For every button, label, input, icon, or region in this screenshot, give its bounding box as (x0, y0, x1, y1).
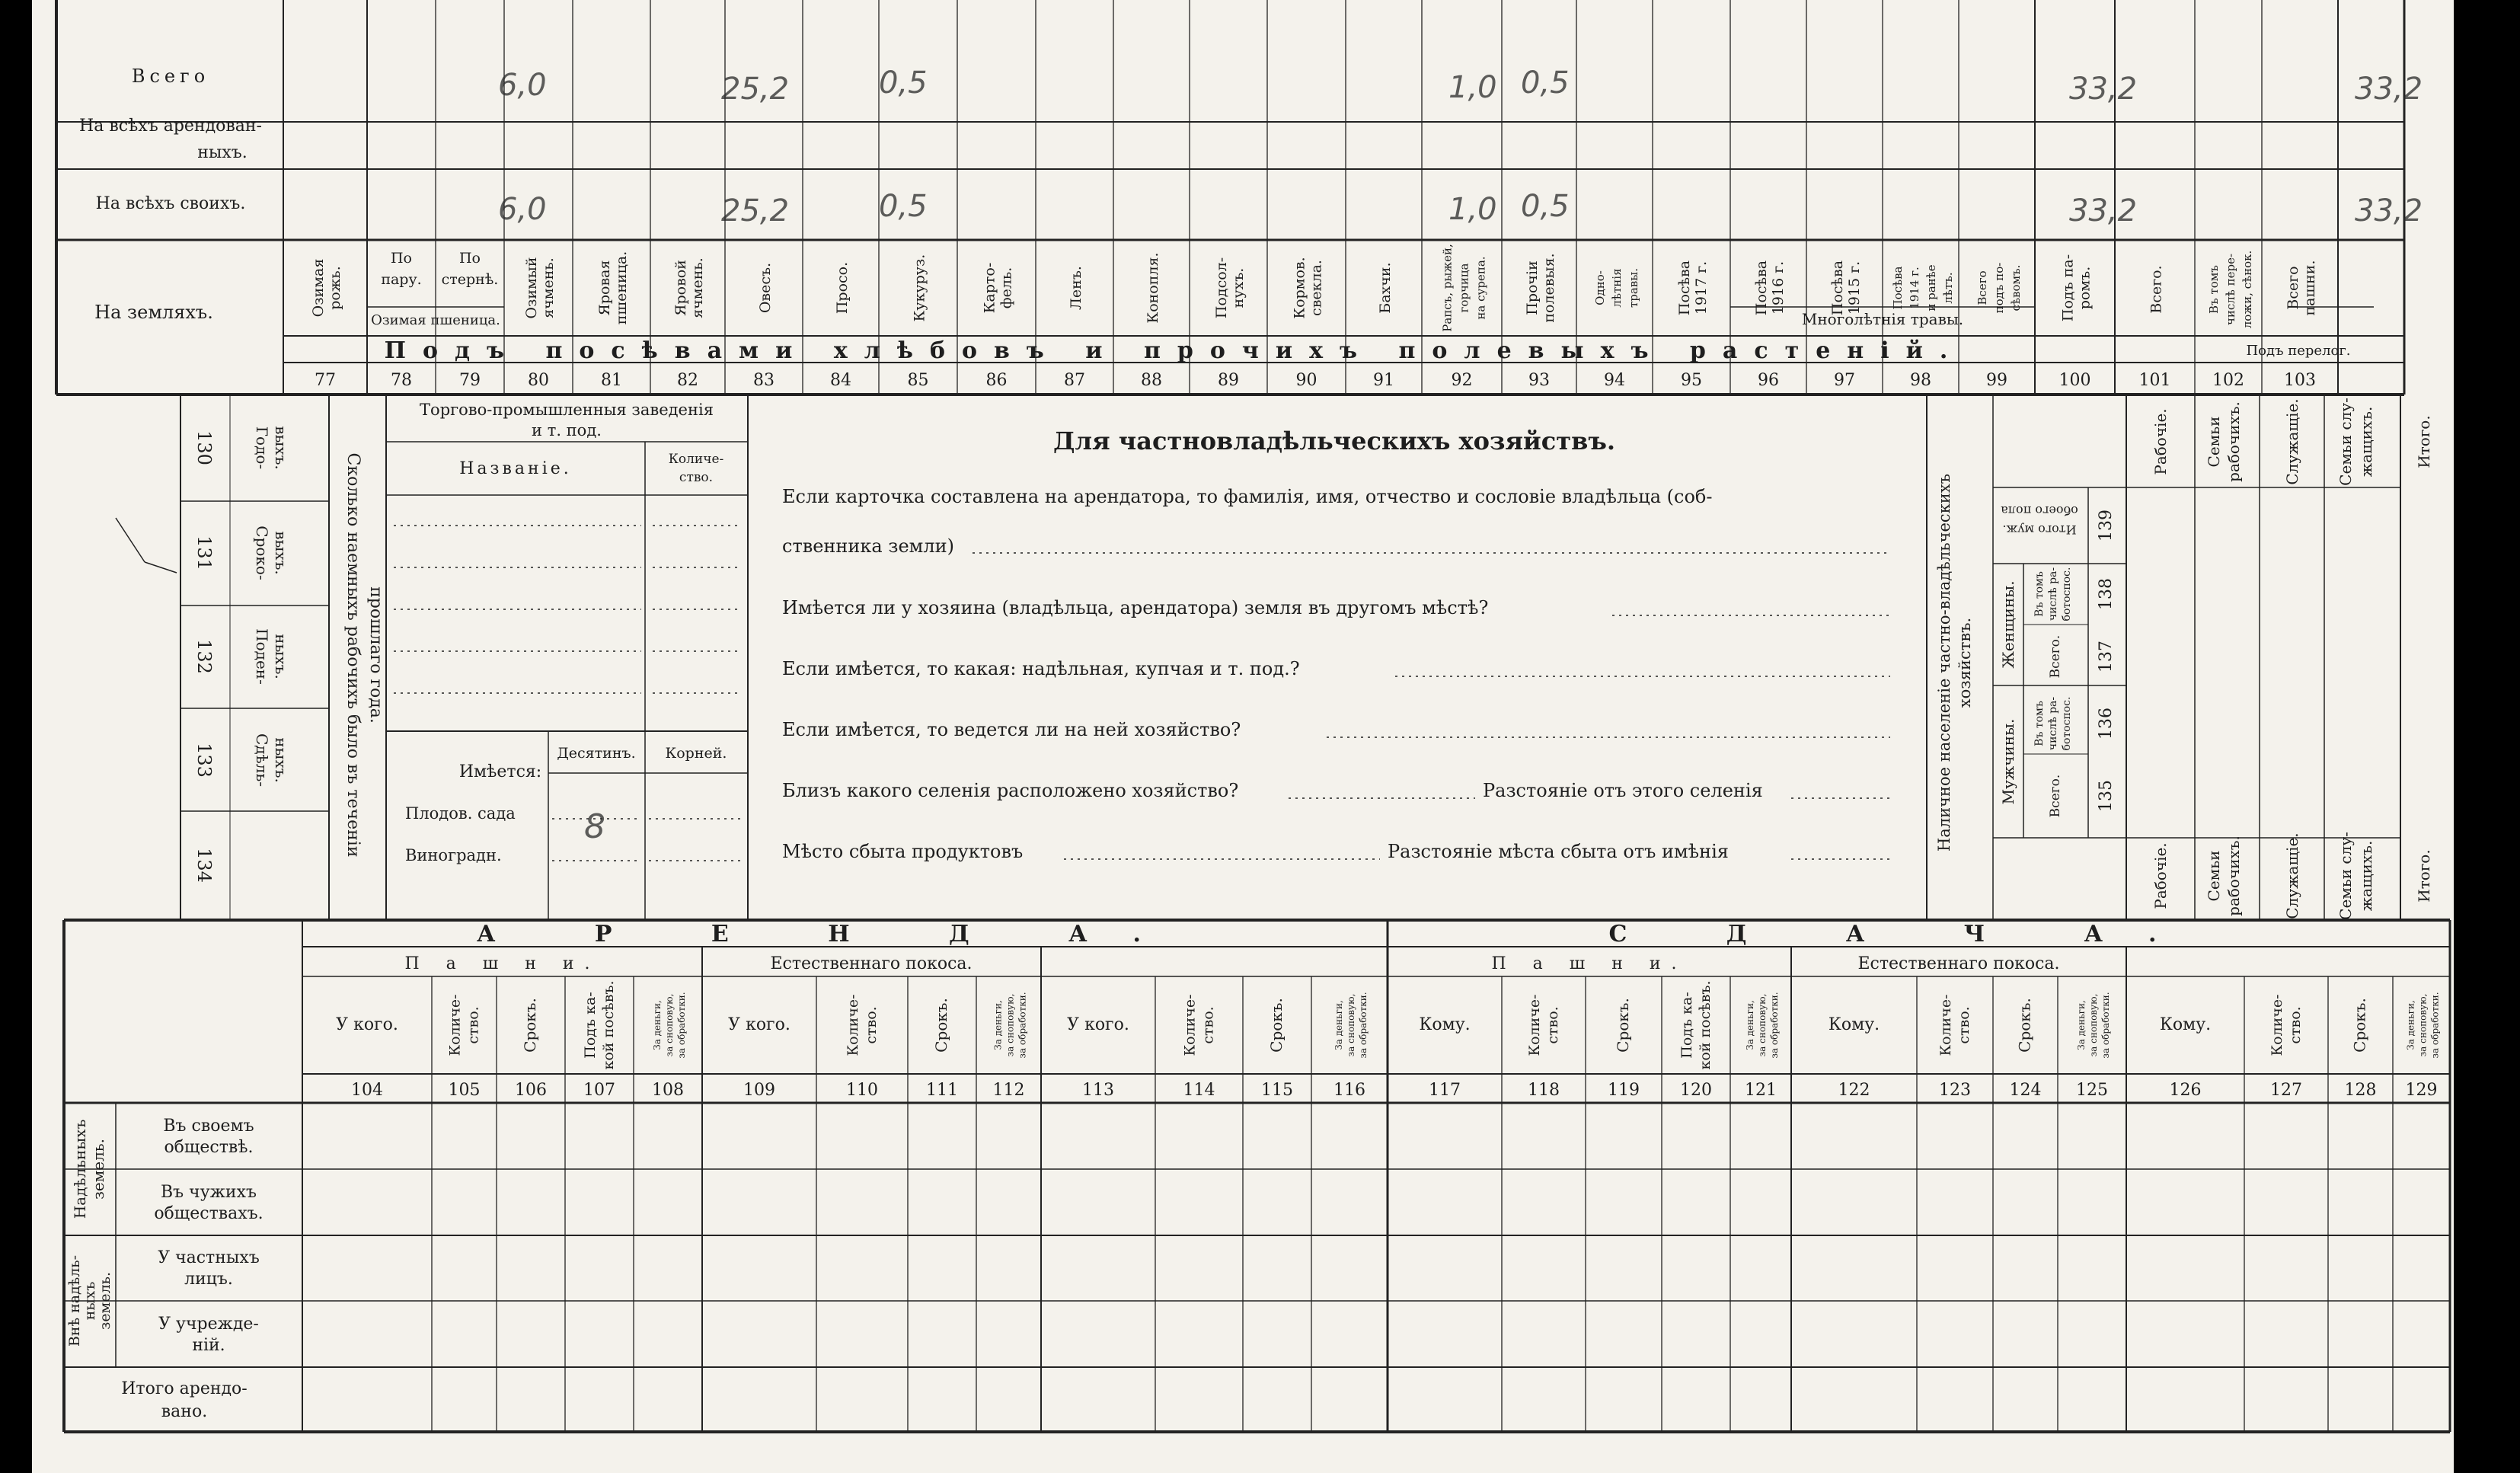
itogo-both-2: обоего пола (2001, 503, 2078, 518)
hw-col84-vsego: 0,5 (879, 66, 928, 101)
col-134-num: 134 (193, 848, 215, 883)
col-77-label-0: Озимая (310, 258, 327, 318)
col-102-label-0: Въ томъ (2207, 265, 2221, 314)
question-market: Мѣсто сбыта продуктовъ (782, 841, 1024, 862)
kornei-header: Корней. (665, 745, 727, 762)
num-139: 139 (2097, 510, 2116, 542)
col-90-label-0: Кормов. (1291, 257, 1308, 319)
col-96-label-0: Посѣва (1753, 260, 1770, 316)
population-title-2: хозяйствъ. (1956, 617, 1974, 708)
bottom-col-123-header-1: ство. (1956, 1006, 1972, 1044)
col-85-label-0: Кукуруз. (911, 254, 928, 322)
col-97-label-1: 1915 г. (1846, 260, 1863, 315)
col-num-92: 92 (1451, 371, 1473, 390)
bottom-col-121-header-1: за сноповую, (1757, 993, 1768, 1057)
top-column-headers (310, 244, 2318, 332)
col-88-label-0: Конопля. (1145, 252, 1161, 324)
census-form-sheet (32, 0, 2454, 1473)
semi-rabochih-top-2: рабочихъ. (2225, 401, 2243, 482)
bottom-col-num-114: 114 (1183, 1081, 1215, 1100)
handwritten-entries (498, 66, 2423, 228)
hw-col91-vsego: 1,0 (1448, 70, 1497, 105)
row-uchrezh-1: У учрежде- (158, 1315, 259, 1334)
men-workers-2: числѣ ра- (2047, 696, 2059, 751)
bottom-col-128-header: Срокъ. (2350, 998, 2369, 1053)
bottom-col-129-header-1: за сноповую, (2417, 993, 2429, 1057)
col-98-label-0: Посѣва (1891, 266, 1905, 310)
bottom-col-116-header-2: за обработки. (1358, 992, 1369, 1059)
bottom-col-127-header-1: ство. (2287, 1006, 2304, 1044)
row-svoem-1: Въ своемъ (163, 1117, 254, 1136)
bottom-col-num-127: 127 (2270, 1081, 2302, 1100)
hw-col99-vsego: 33,2 (2069, 72, 2138, 107)
bottom-col-107-header-1: кой посѣвъ. (600, 980, 617, 1070)
bottom-col-num-113: 113 (1082, 1081, 1114, 1100)
hw-col103-vsego: 33,2 (2355, 72, 2423, 107)
arenda-title: А Р Е Н Д А. (477, 921, 1187, 947)
bottom-col-118-header-1: ство. (1544, 1006, 1561, 1044)
col-133-num: 133 (193, 743, 215, 778)
semi-rabochih-bottom-2: рабочихъ. (2225, 836, 2243, 916)
col-num-80: 80 (528, 371, 549, 390)
enterprise-name-header: Названіе. (459, 459, 572, 478)
col-num-98: 98 (1910, 371, 1931, 390)
hw-col84-svoih: 0,5 (879, 189, 928, 224)
bottom-col-118-header-0: Количе- (1526, 994, 1543, 1056)
row-label-na-zemlyah: На земляхъ. (94, 302, 213, 323)
bottom-col-116-header-1: за сноповую, (1346, 993, 1356, 1057)
men-total: Всего. (2048, 774, 2063, 818)
sown-banner: Подъ посѣвами хлѣбовъ и прочихъ полевыхъ растеній. (384, 337, 1965, 364)
bottom-col-105-header-1: ство. (465, 1006, 482, 1044)
num-138: 138 (2097, 578, 2116, 610)
col-97-label-0: Посѣва (1829, 260, 1846, 316)
bottom-col-num-116: 116 (1333, 1081, 1365, 1100)
hired-workers-columns (193, 426, 385, 883)
enterprises-title-2: и т. под. (532, 421, 602, 439)
col-91-label-0: Бахчи. (1377, 262, 1394, 314)
col-80-label-1: ячмень. (540, 257, 557, 318)
col-78-label-1: пару. (381, 271, 422, 288)
col-94-label-1: лѣтнія (1610, 268, 1624, 308)
col-num-97: 97 (1834, 371, 1855, 390)
col-77-label-1: рожь. (327, 266, 343, 310)
col-100-label-0: Подъ па- (2059, 254, 2077, 322)
col-num-95: 95 (1681, 371, 1702, 390)
top-column-numbers (315, 371, 2316, 390)
col-103-label-1: пашни. (2301, 260, 2318, 316)
sdacha-pokos: Естественнаго покоса. (1857, 954, 2060, 973)
bottom-column-numbers (351, 1081, 2438, 1100)
row-label-svoih: На всѣхъ своихъ. (95, 194, 246, 213)
bottom-col-109-header: У кого. (728, 1015, 790, 1034)
col-100-label-1: ромъ. (2076, 266, 2094, 310)
col-98-label-1: 1914 г. (1908, 267, 1921, 309)
bottom-col-num-107: 107 (583, 1081, 615, 1100)
bottom-col-120-header-0: Подъ ка- (1678, 992, 1695, 1059)
top-section (56, 0, 2404, 395)
bottom-col-num-122: 122 (1838, 1081, 1870, 1100)
col-99-label-1: подъ по- (1992, 262, 2006, 314)
hw-col99-svoih: 33,2 (2069, 193, 2138, 228)
col-86-label-0: Карто- (981, 262, 998, 314)
row-itogo-2: вано. (161, 1402, 208, 1421)
bottom-col-num-123: 123 (1939, 1081, 1971, 1100)
question-other-land: Имѣется ли у хозяина (владѣльца, арендатора) земля въ другомъ мѣстѣ? (782, 597, 1489, 618)
col-92-label-0: Рапсъ, рыжей, (1440, 244, 1455, 332)
bottom-col-108-header-2: за обработки. (676, 992, 687, 1059)
col-101-label-0: Всего. (2148, 265, 2165, 314)
bottom-col-111-header: Срокъ. (932, 998, 950, 1053)
bottom-col-num-119: 119 (1608, 1081, 1640, 1100)
num-135: 135 (2097, 780, 2116, 812)
hw-col82-svoih: 25,2 (721, 193, 790, 228)
bottom-col-116-header-0: За деньги, (1333, 1000, 1344, 1050)
row-svoem-2: обществѣ. (164, 1138, 254, 1157)
col-131-label-2: выхъ. (272, 531, 290, 575)
bottom-col-125-header-2: за обработки. (2100, 992, 2111, 1059)
row-chuzhih-2: обществахъ. (154, 1204, 263, 1223)
col-98-label-3: лѣтъ. (1941, 272, 1955, 304)
col-92-label-2: на сурепа. (1474, 256, 1488, 320)
women-label: Женщины. (1999, 580, 2017, 669)
enterprises-title-1: Торгово-промышленныя заведенія (420, 401, 714, 419)
bottom-col-117-header: Кому. (1419, 1015, 1471, 1034)
col-133-label-2: ныхъ. (272, 737, 290, 783)
rabochie-bottom: Рабочіе. (2151, 842, 2170, 909)
col-102-label-2: ложи, сѣнок. (2241, 250, 2254, 329)
hw-col79-svoih: 6,0 (498, 192, 547, 227)
women-total: Всего. (2048, 634, 2063, 679)
bottom-col-num-125: 125 (2076, 1081, 2108, 1100)
col-131-label-1: Сроко- (253, 526, 271, 580)
arenda-pokos: Естественнаго покоса. (770, 954, 973, 973)
vne-group-2: ныхъ (81, 1281, 98, 1321)
col-92-label-1: горчица (1457, 263, 1471, 313)
semi-sluzh-top-2: жащихъ. (2357, 406, 2375, 478)
col-98-label-2: и ранѣе (1924, 264, 1938, 312)
col-96-label-1: 1916 г. (1770, 260, 1787, 315)
bottom-col-110-header-1: ство. (863, 1006, 880, 1044)
col-num-93: 93 (1528, 371, 1550, 390)
question-village-distance: Разстояніе отъ этого селенія (1483, 780, 1763, 801)
bottom-col-num-106: 106 (515, 1081, 547, 1100)
col-86-label-1: фель. (998, 267, 1015, 309)
sluzhashchie-bottom: Служащіе. (2283, 832, 2301, 919)
women-workers-2: числѣ ра- (2047, 567, 2059, 621)
col-130-label-1: Годо- (253, 426, 271, 470)
bottom-col-num-112: 112 (992, 1081, 1025, 1100)
col-83-label-0: Овесъ. (757, 262, 774, 314)
itogo-both-1: Итого муж. (2002, 522, 2077, 537)
col-num-82: 82 (677, 371, 698, 390)
perelog-label: Подъ перелог. (2246, 343, 2351, 359)
row-chuzhih-1: Въ чужихъ (161, 1183, 257, 1202)
col-130-label-2: выхъ. (272, 426, 290, 470)
arenda-pashni: П а ш н и. (404, 954, 601, 973)
col-num-101: 101 (2138, 371, 2171, 390)
bottom-col-107-header-0: Подъ ка- (582, 992, 599, 1059)
col-num-99: 99 (1986, 371, 2007, 390)
bottom-col-num-126: 126 (2169, 1081, 2202, 1100)
vne-group-3: земель. (97, 1271, 113, 1331)
women-workers-1: Въ томъ (2033, 571, 2046, 617)
itogo-bottom: Итого. (2415, 849, 2433, 903)
bottom-col-119-header: Срокъ. (1614, 998, 1632, 1053)
bottom-col-num-104: 104 (351, 1081, 383, 1100)
col-84-label-0: Просо. (834, 261, 851, 315)
nadel-group-2: земель. (89, 1138, 107, 1200)
col-num-100: 100 (2058, 371, 2091, 390)
bottom-col-108-header-0: За деньги, (652, 1000, 663, 1050)
bottom-col-122-header: Кому. (1828, 1015, 1880, 1034)
workers-question-1: Сколько наемныхъ рабочихъ было въ теченіи (343, 452, 363, 858)
enterprise-count-header-1: Количе- (668, 452, 724, 467)
col-num-87: 87 (1064, 371, 1085, 390)
enterprise-count-header-2: ство. (679, 470, 714, 485)
workers-question-2: прошлаго года. (366, 586, 385, 724)
vineyards-label: Виноградн. (405, 846, 502, 864)
enterprises-block (405, 401, 727, 864)
col-num-85: 85 (907, 371, 929, 390)
col-82-label-1: ячмень. (689, 257, 706, 318)
bottom-col-125-header-1: за сноповую, (2088, 993, 2099, 1057)
ozimaya-pshenitsa-label: Озимая пшеница. (371, 312, 500, 328)
bottom-col-112-header-2: за обработки. (1017, 992, 1028, 1059)
top-row-labels (79, 66, 262, 323)
bottom-col-124-header: Срокъ. (2015, 998, 2034, 1053)
sluzhashchie-top: Служащіе. (2283, 398, 2301, 485)
question-near-village: Близъ какого селенія расположено хозяйство? (782, 780, 1239, 801)
col-133-label-1: Сдѣль- (253, 733, 271, 788)
rabochie-top: Рабочіе. (2151, 408, 2170, 475)
row-chastnyh-1: У частныхъ (158, 1248, 260, 1267)
hw-orchard-mark: 8 (584, 807, 605, 846)
bottom-col-126-header: Кому. (2159, 1015, 2212, 1034)
col-80-label-0: Озимый (523, 257, 540, 319)
col-103-label-0: Всего (2285, 266, 2301, 310)
col-num-103: 103 (2284, 371, 2316, 390)
men-workers-3: ботоспос. (2061, 696, 2073, 751)
hw-col92-svoih: 0,5 (1521, 189, 1570, 224)
col-num-91: 91 (1373, 371, 1394, 390)
col-94-label-0: Одно- (1593, 270, 1607, 305)
col-93-label-1: полевыя. (1541, 253, 1557, 323)
sdacha-title: С Д А Ч А. (1608, 921, 2202, 947)
orchards-label: Плодов. сада (405, 804, 516, 823)
bottom-col-114-header-1: ство. (1199, 1006, 1217, 1044)
col-89-label-1: нухъ. (1230, 267, 1247, 308)
bottom-col-num-117: 117 (1429, 1081, 1461, 1100)
col-78-label-0: По (390, 250, 413, 267)
semi-rabochih-bottom-1: Семьи (2205, 850, 2223, 902)
bottom-col-num-115: 115 (1261, 1081, 1293, 1100)
nadel-group-1: Надѣльныхъ (71, 1119, 89, 1219)
col-132-label-2: ныхъ. (272, 634, 290, 679)
hw-col82-vsego: 25,2 (721, 72, 790, 107)
hw-col79-vsego: 6,0 (498, 68, 547, 103)
bottom-col-num-120: 120 (1680, 1081, 1712, 1100)
col-79-label-1: стернѣ. (441, 271, 499, 288)
col-131-num: 131 (193, 535, 215, 570)
sdacha-pashni: П а ш н и. (1491, 954, 1688, 973)
bottom-col-108-header-1: за сноповую, (664, 993, 675, 1057)
bottom-col-num-108: 108 (652, 1081, 684, 1100)
population-right-headers (2151, 398, 2433, 920)
semi-sluzh-top-1: Семьи слу- (2336, 398, 2355, 486)
col-132-num: 132 (193, 639, 215, 674)
semi-rabochih-top-1: Семьи (2205, 416, 2223, 468)
bottom-col-105-header-0: Количе- (446, 994, 464, 1056)
has-label: Имѣется: (458, 762, 542, 781)
bottom-col-110-header-0: Количе- (845, 994, 861, 1056)
col-132-label-1: Поден- (253, 628, 271, 685)
col-num-96: 96 (1758, 371, 1779, 390)
col-130-num: 130 (193, 430, 215, 465)
bottom-col-112-header-0: За деньги, (992, 1000, 1004, 1050)
col-num-88: 88 (1141, 371, 1162, 390)
col-num-86: 86 (985, 371, 1008, 390)
mnogoletnie-label: Многолѣтнія травы. (1801, 310, 1964, 328)
private-title: Для частновладѣльческихъ хозяйствъ. (1053, 427, 1615, 455)
col-95-label-1: 1917 г. (1693, 260, 1710, 315)
bottom-col-129-header-0: За деньги, (2405, 1000, 2416, 1050)
col-102-label-1: числѣ пере- (2224, 253, 2237, 326)
bottom-col-125-header-0: За деньги, (2076, 1000, 2087, 1050)
col-87-label-0: Ленъ. (1068, 266, 1084, 310)
bottom-col-num-109: 109 (743, 1081, 775, 1100)
itogo-top: Итого. (2415, 415, 2433, 468)
col-82-label-0: Яровой (672, 260, 689, 316)
bottom-col-113-header: У кого. (1067, 1015, 1129, 1034)
population-title-1: Наличное населеніе частно-владѣльческихъ (1935, 473, 1953, 852)
col-num-90: 90 (1295, 371, 1317, 390)
bottom-row-labels (66, 1117, 263, 1421)
form-svg (32, 0, 2454, 1473)
bottom-col-num-105: 105 (448, 1081, 481, 1100)
col-94-label-2: травы. (1627, 268, 1640, 308)
question-land-type: Если имѣется, то какая: надѣльная, купчая и т. под.? (782, 658, 1300, 679)
desyatin-header: Десятинъ. (557, 745, 636, 762)
men-label: Мужчины. (1999, 718, 2017, 805)
col-num-79: 79 (459, 371, 481, 390)
row-chastnyh-2: лицъ. (184, 1270, 233, 1289)
col-79-label-0: По (458, 250, 481, 267)
col-95-label-0: Посѣва (1676, 260, 1693, 316)
bottom-col-123-header-0: Количе- (1937, 994, 1954, 1056)
bottom-col-104-header: У кого. (336, 1015, 398, 1034)
col-num-94: 94 (1604, 371, 1625, 390)
hw-col92-vsego: 0,5 (1521, 66, 1570, 101)
bottom-col-num-129: 129 (2405, 1081, 2438, 1100)
bottom-col-112-header-1: за сноповую, (1004, 993, 1016, 1057)
semi-sluzh-bottom-2: жащихъ. (2357, 840, 2375, 912)
col-num-102: 102 (2212, 371, 2244, 390)
bottom-col-127-header-0: Количе- (2269, 994, 2285, 1056)
col-num-77: 77 (315, 371, 336, 390)
num-136: 136 (2097, 708, 2116, 740)
bottom-col-num-110: 110 (846, 1081, 878, 1100)
bottom-col-115-header: Срокъ. (1267, 998, 1286, 1053)
bottom-col-121-header-0: За деньги, (1745, 1000, 1755, 1050)
men-workers-1: Въ томъ (2033, 701, 2046, 746)
col-89-label-0: Подсол- (1213, 257, 1230, 319)
question-market-distance: Разстояніе мѣста сбыта отъ имѣнія (1388, 841, 1729, 862)
bottom-col-121-header-2: за обработки. (1769, 992, 1780, 1059)
col-99-label-0: Всего (1975, 270, 1989, 305)
question-owner-2: ственника земли) (782, 535, 954, 557)
private-farm-questions (782, 427, 1763, 862)
bottom-col-num-111: 111 (926, 1081, 958, 1100)
col-81-label-1: пшеница. (613, 251, 630, 325)
bottom-col-106-header: Срокъ. (521, 998, 539, 1053)
row-label-arend-1: На всѣхъ арендован- (79, 117, 262, 136)
bottom-col-120-header-1: кой посѣвъ. (1697, 980, 1714, 1070)
bottom-col-num-128: 128 (2344, 1081, 2377, 1100)
col-num-89: 89 (1218, 371, 1239, 390)
row-label-vsego: Всего (131, 66, 210, 87)
num-137: 137 (2097, 641, 2116, 673)
col-99-label-2: сѣвомъ. (2009, 264, 2023, 312)
row-itogo-1: Итого арендо- (121, 1379, 248, 1398)
col-81-label-0: Яровая (596, 260, 613, 316)
bottom-col-num-118: 118 (1528, 1081, 1560, 1100)
row-label-arend-2: ныхъ. (197, 143, 248, 162)
bottom-col-114-header-0: Количе- (1181, 994, 1199, 1056)
hw-col103-svoih: 33,2 (2355, 193, 2423, 228)
vne-group-1: Внѣ надѣль- (66, 1254, 83, 1347)
hw-col91-svoih: 1,0 (1448, 192, 1497, 227)
col-93-label-0: Прочіи (1524, 260, 1541, 315)
bottom-col-num-121: 121 (1745, 1081, 1777, 1100)
bottom-col-129-header-2: за обработки. (2429, 992, 2441, 1059)
question-owner-1: Если карточка составлена на арендатора, то фамилія, имя, отчество и сословіе владѣльца (соб- (782, 486, 1713, 507)
women-workers-3: ботоспос. (2061, 567, 2073, 621)
bottom-col-num-124: 124 (2009, 1081, 2042, 1100)
col-num-78: 78 (391, 371, 412, 390)
question-farmed: Если имѣется, то ведется ли на ней хозяйство? (782, 719, 1241, 740)
col-num-84: 84 (830, 371, 851, 390)
row-uchrezh-2: ній. (192, 1336, 225, 1355)
semi-sluzh-bottom-1: Семьи слу- (2336, 832, 2355, 920)
col-num-83: 83 (753, 371, 775, 390)
col-90-label-1: свекла. (1308, 260, 1325, 316)
col-num-81: 81 (601, 371, 622, 390)
